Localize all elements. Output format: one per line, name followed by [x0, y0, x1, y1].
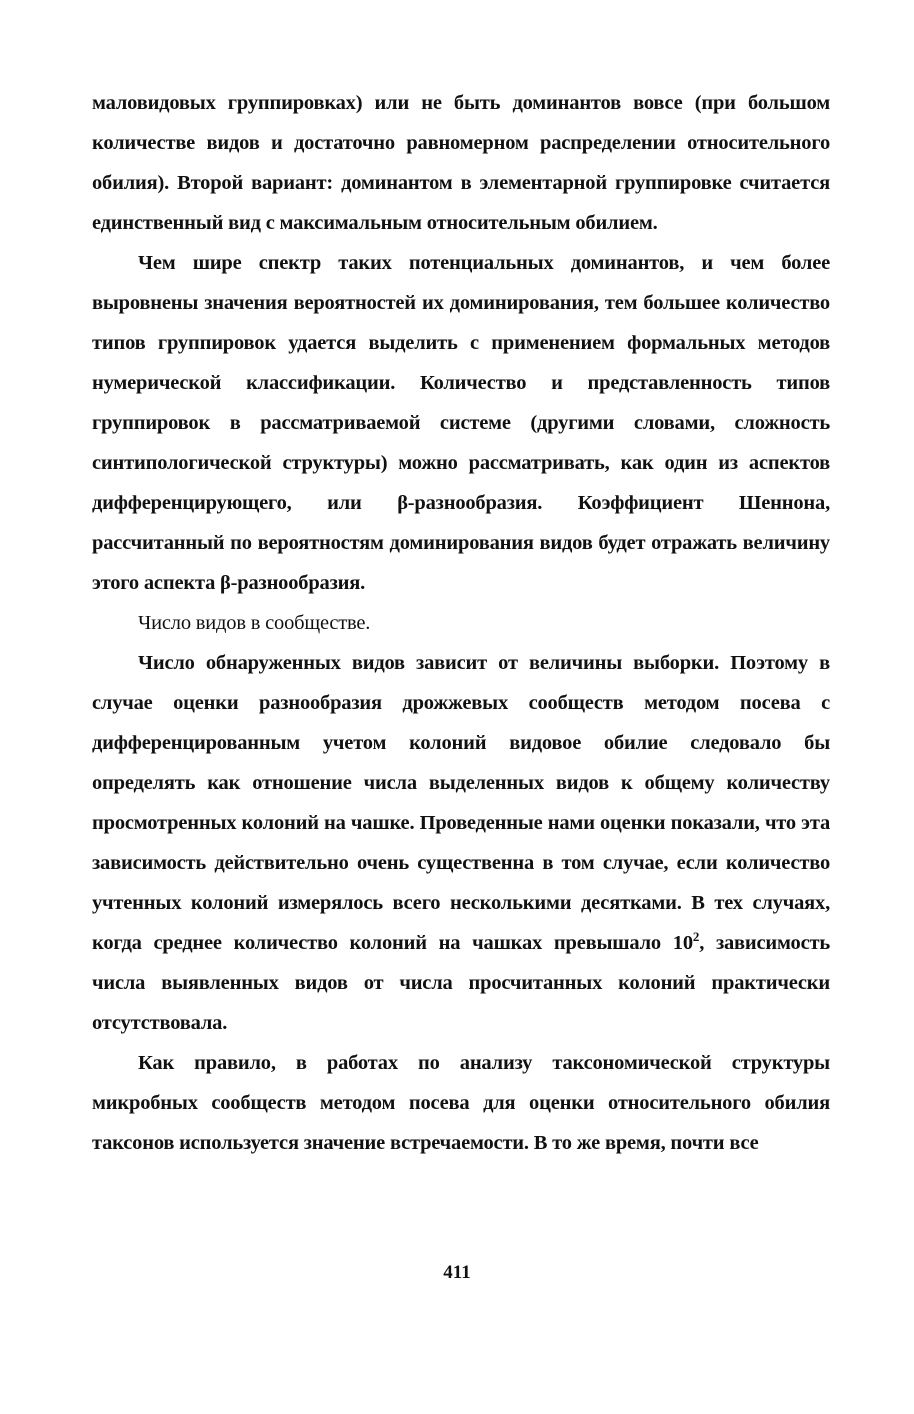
- paragraph-text: Число обнаруженных видов зависит от величины выборки. Поэтому в случае оценки разнообразия дрожжевых сообществ методом посева с дифференцированным учетом колоний видовое обилие следовало бы определять как отношение числа выделенных видов к общему количеству просмотренных колоний на чашке. Проведенные нами оценки показали, что эта зависимость действительно очень существенна в том случае, если количество учтенных колоний измерялось всего несколькими десятками. В тех случаях, когда среднее количество колоний на чашках превышало 10: [92, 652, 830, 954]
- paragraph: маловидовых группировках) или не быть доминантов вовсе (при большом количестве видов и достаточно равномерном распределении относительного обилия). Второй вариант: доминантом в элементарной группировке считается единственный вид с максимальным относительным обилием.: [92, 92, 830, 234]
- superscript: 2: [692, 929, 700, 945]
- paragraph: [92, 643, 830, 1043]
- paragraph-text-continued: , зависимость числа выявленных видов от числа просчитанных колоний практически отсутствовала.: [92, 932, 830, 1034]
- body-text: [92, 83, 830, 1163]
- section-heading: Число видов в сообществе.: [138, 612, 371, 634]
- paragraph: Чем шире спектр таких потенциальных доминантов, и чем более выровнены значения вероятностей их доминирования, тем большее количество типов группировок удается выделить с применением формальных методов нумерической классификации. Количество и представленность типов группировок в рассматриваемой системе (другими словами, сложность синтипологической структуры) можно рассматривать, как один из аспектов дифференцирующего, или β-разнообразия. Коэффициент Шеннона, рассчитанный по вероятностям доминирования видов будет отражать величину этого аспекта β-разнообразия.: [92, 252, 830, 594]
- page-number: 411: [443, 1262, 471, 1283]
- paragraph: Как правило, в работах по анализу таксономической структуры микробных сообществ методом посева для оценки относительного обилия таксонов используется значение встречаемости. В то же время, почти все: [92, 1052, 830, 1154]
